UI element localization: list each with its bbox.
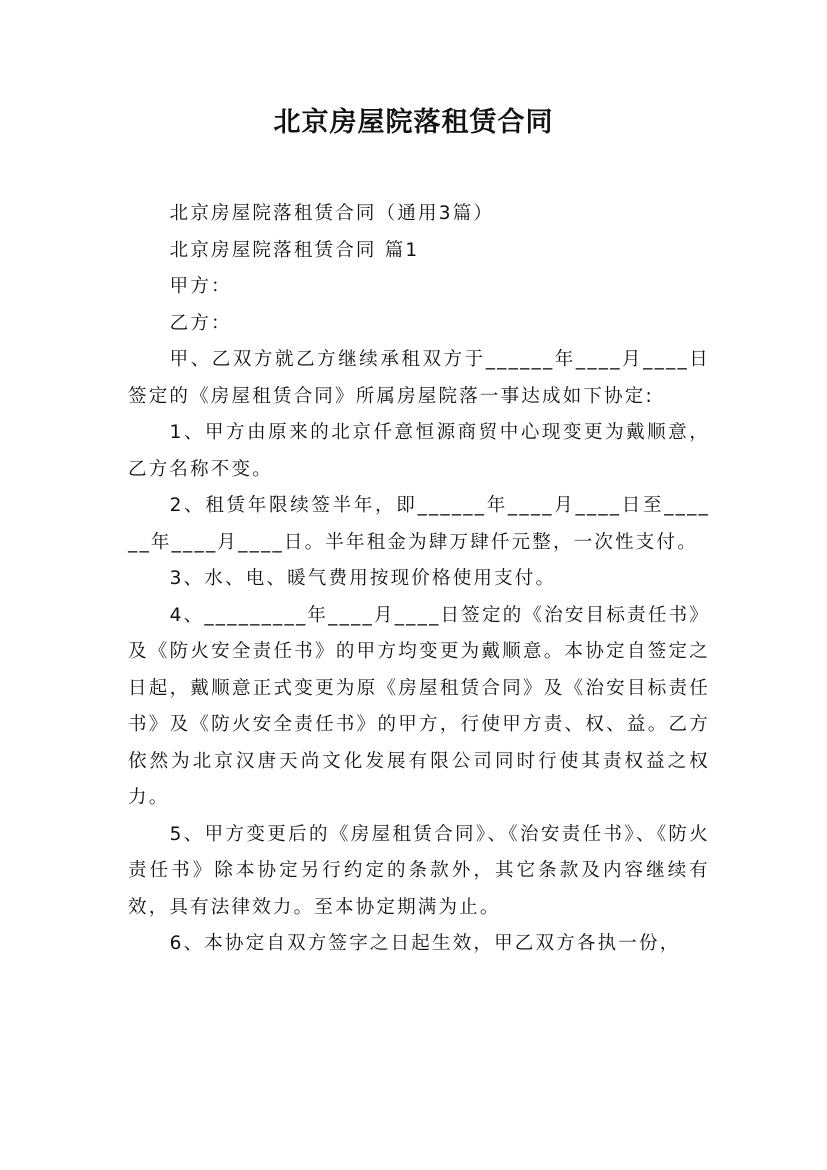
clause-1: 1、甲方由原来的北京仟意恒源商贸中心现变更为戴顺意，乙方名称不变。: [128, 422, 710, 480]
clause-4: 4、_________年____月____日签定的《治安目标责任书》及《防火安全责任书》的甲方均变更为戴顺意。本协定自签定之日起，戴顺意正式变更为原《房屋租赁合同》及《治安目标责任书》及《防火安全责任书》的甲方，行使甲方责、权、益。乙方依然为北京汉唐天尚文化发展有限公司同时行使其责权益之权力。: [128, 604, 710, 808]
party-a-label: 甲方：: [169, 276, 232, 297]
intro-paragraph: 甲、乙双方就乙方继续承租双方于______年____月____日签定的《房屋租赁合同》所属房屋院落一事达成如下协定:: [128, 349, 710, 407]
party-b-label: 乙方：: [169, 312, 232, 334]
clause-2: 2、租赁年限续签半年，即______年____月____日至______年____月____日。半年租金为肆万肆仟元整，一次性支付。: [128, 495, 710, 553]
clause-3: 3、水、电、暖气费用按现价格使用支付。: [169, 568, 557, 589]
document-body: [128, 196, 710, 963]
document-title: 北京房屋院落租赁合同: [273, 107, 554, 138]
section-heading: 北京房屋院落租赁合同 篇1: [169, 239, 420, 261]
clause-5: 5、甲方变更后的《房屋租赁合同》、《治安责任书》、《防火责任书》除本协定另行约定的条款外，其它条款及内容继续有效，具有法律效力。至本协定期满为止。: [128, 823, 710, 918]
clause-6: 6、本协定自双方签字之日起生效，甲乙双方各执一份，: [169, 933, 681, 954]
subtitle-paragraph: 北京房屋院落租赁合同（通用3篇）: [169, 203, 495, 224]
